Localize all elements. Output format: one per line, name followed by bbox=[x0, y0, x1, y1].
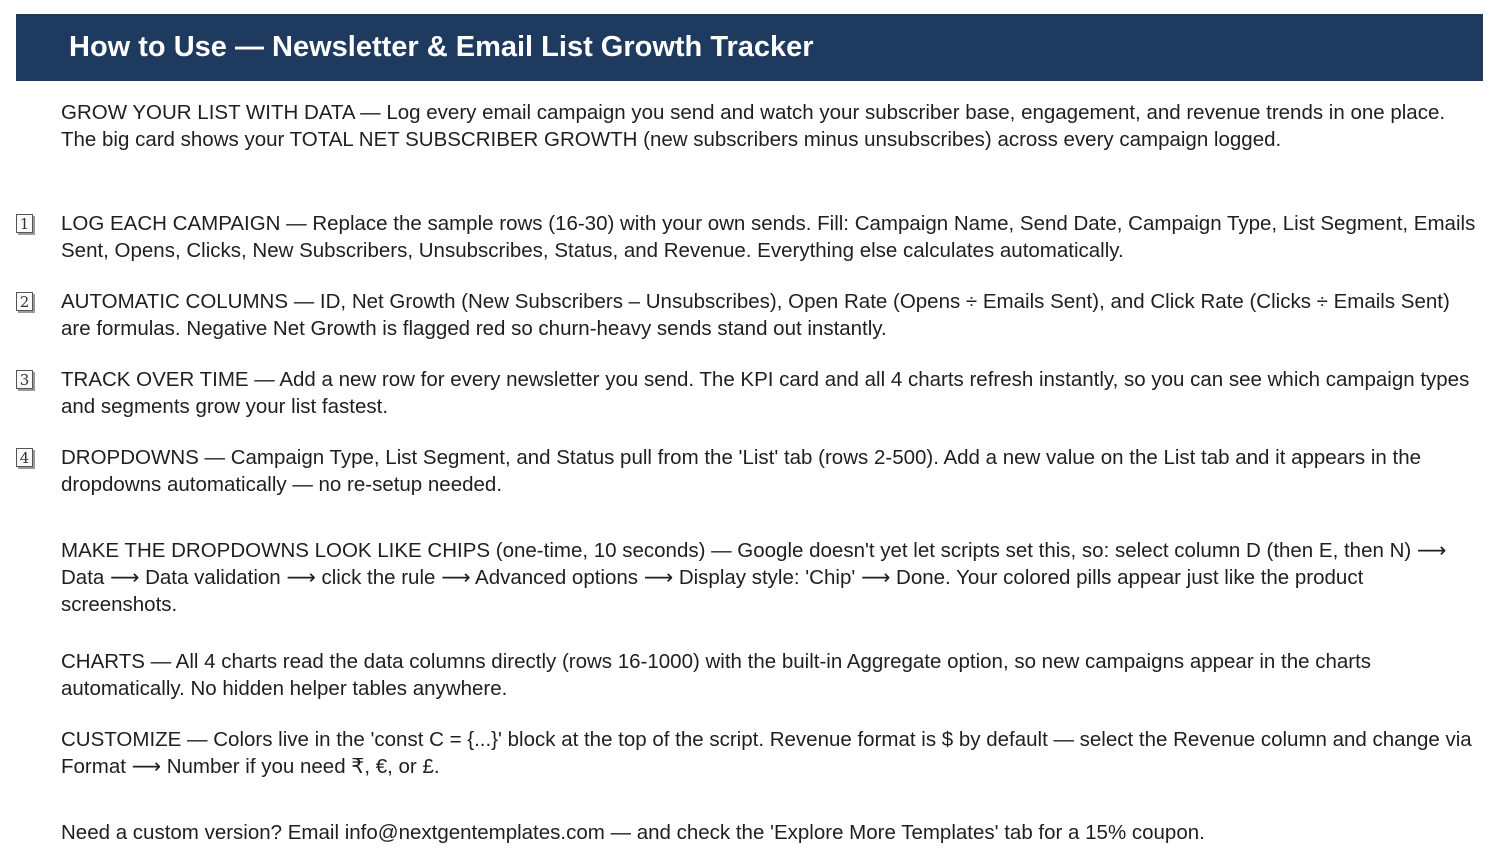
customize-note-text: CUSTOMIZE — Colors live in the 'const C = {...}' block at the top of the script. Revenue format is $ by default — select the Revenue column and change via Format ⟶ Number if you need ₹, €, or £. bbox=[61, 728, 1472, 778]
number-3-icon: 3 bbox=[16, 370, 33, 389]
title-banner bbox=[16, 14, 1483, 81]
number-4-icon: 4 bbox=[16, 448, 33, 467]
charts-note-text: CHARTS — All 4 charts read the data columns directly (rows 16-1000) with the built-in Aggregate option, so new campaigns appear in the charts automatically. No hidden helper tables anywhere. bbox=[61, 650, 1372, 700]
step-4-text: DROPDOWNS — Campaign Type, List Segment, and Status pull from the 'List' tab (rows 2-500). Add a new value on the List tab and it appears in the dropdowns automatically — no re-setup needed. bbox=[61, 446, 1422, 496]
intro-text: GROW YOUR LIST WITH DATA — Log every email campaign you send and watch your subscriber base, engagement, and revenue trends in one place. The big card shows your TOTAL NET SUBSCRIBER GROWTH (new subscribers minus unsubscribes) across every campaign logged. bbox=[61, 101, 1446, 151]
contact-note-text: Need a custom version? Email info@nextgentemplates.com — and check the 'Explore More Templates' tab for a 15% coupon. bbox=[61, 821, 1205, 844]
number-2-icon: 2 bbox=[16, 292, 33, 311]
step-1-text: LOG EACH CAMPAIGN — Replace the sample rows (16-30) with your own sends. Fill: Campaign Name, Send Date, Campaign Type, List Segment, Emails Sent, Opens, Clicks, New Subscribers, Unsubscribes, Status, and Revenue. Everything else calculates automatically. bbox=[61, 212, 1476, 262]
number-1-icon: 1 bbox=[16, 214, 33, 233]
step-3-text: TRACK OVER TIME — Add a new row for every newsletter you send. The KPI card and all 4 charts refresh instantly, so you can see which campaign types and segments grow your list fastest. bbox=[61, 368, 1470, 418]
step-2-text: AUTOMATIC COLUMNS — ID, Net Growth (New Subscribers – Unsubscribes), Open Rate (Opens ÷ Emails Sent), and Click Rate (Clicks ÷ Emails Sent) are formulas. Negative Net Growth is flagged red so churn-heavy sends stand out instantly. bbox=[61, 290, 1450, 340]
chips-instructions-text: MAKE THE DROPDOWNS LOOK LIKE CHIPS (one-time, 10 seconds) — Google doesn't yet let scripts set this, so: select column D (then E, then N) ⟶ Data ⟶ Data validation ⟶ click the rule ⟶ Advanced options ⟶ Display style: 'Chip' ⟶ Done. Your colored pills appear just like the product screenshots. bbox=[61, 539, 1447, 616]
page-title: How to Use — Newsletter & Email List Growth Tracker bbox=[69, 31, 814, 63]
